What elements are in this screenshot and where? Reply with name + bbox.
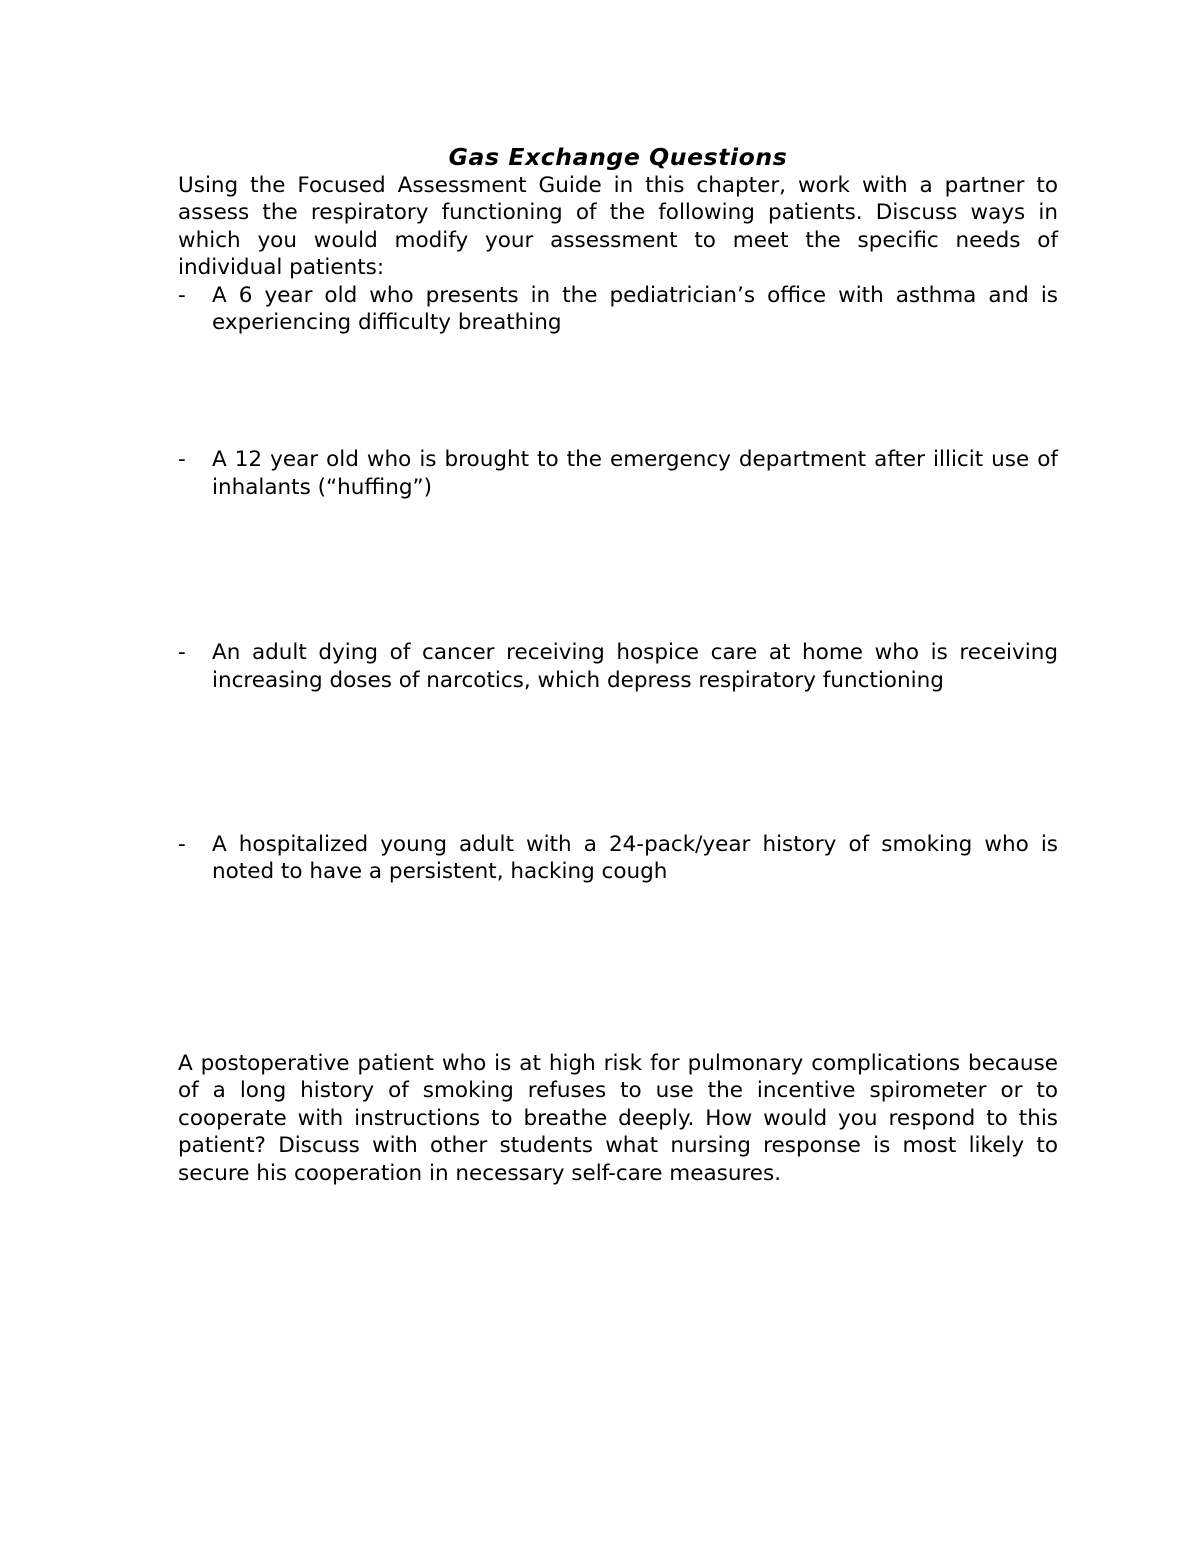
intro-paragraph: Using the Focused Assessment Guide in this chapter, work with a partner to assess the respiratory functioning of the following patients. Discuss ways in which you would modify your assessment to meet the specific needs of individual patients: bbox=[178, 173, 1058, 281]
list-item-hospice bbox=[178, 639, 1058, 694]
closing-paragraph: A postoperative patient who is at high risk for pulmonary complications because of a long history of smoking refuses to use the incentive spirometer or to cooperate with instructions to breathe deeply. How would you respond to this patient? Discuss with other students what nursing response is most likely to secure his cooperation in necessary self-care measures. bbox=[178, 1050, 1058, 1186]
bullet-dash: - bbox=[178, 832, 186, 858]
list-item-text: A hospitalized young adult with a 24-pack/year history of smoking who is noted to have a persistent, hacking cough bbox=[212, 832, 1058, 885]
document-body bbox=[178, 142, 1058, 1187]
list-item-asthma bbox=[178, 282, 1058, 337]
list-item-text: A 6 year old who presents in the pediatrician’s office with asthma and is experiencing difficulty breathing bbox=[212, 282, 1058, 336]
bullet-dash: - bbox=[178, 282, 186, 308]
answer-space bbox=[178, 694, 1058, 831]
answer-space bbox=[178, 886, 1058, 1050]
bullet-dash: - bbox=[178, 640, 186, 666]
list-item-text: A 12 year old who is brought to the emergency department after illicit use of inhalants (“huffing”) bbox=[212, 447, 1058, 500]
bullet-dash: - bbox=[178, 447, 186, 473]
answer-space bbox=[178, 501, 1058, 639]
answer-space bbox=[178, 336, 1058, 446]
list-item-smoking bbox=[178, 831, 1058, 886]
list-item-text: An adult dying of cancer receiving hospice care at home who is receiving increasing doses of narcotics, which depress respiratory functioning bbox=[212, 640, 1058, 693]
list-item-huffing bbox=[178, 446, 1058, 501]
document-title: Gas Exchange Questions bbox=[448, 143, 788, 171]
